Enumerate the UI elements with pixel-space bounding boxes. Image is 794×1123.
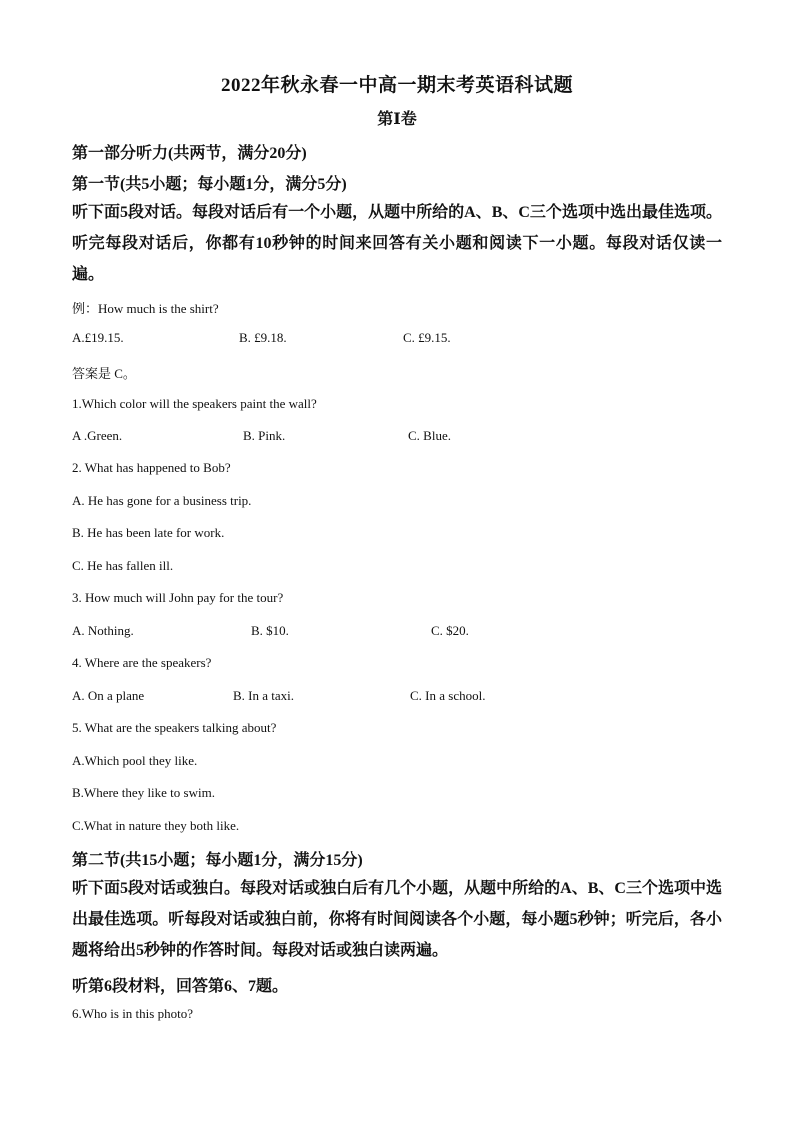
q5-option-a: A.Which pool they like. [72, 753, 198, 768]
example-option-a: A.£19.15. [72, 330, 124, 345]
q1-option-a: A .Green. [72, 428, 123, 443]
question-4: 4. Where are the speakers? [72, 655, 212, 670]
material-6-heading: 听第6段材料，回答第6、7题。 [72, 978, 289, 995]
q5-option-c: C.What in nature they both like. [72, 818, 240, 833]
q2-option-c: C. He has fallen ill. [72, 558, 174, 573]
q4-option-c: C. In a school. [410, 688, 486, 703]
example-option-c: C. £9.15. [403, 330, 451, 345]
exam-title: 2022年秋永春一中高一期末考英语科试题 [220, 75, 573, 96]
q1-option-c: C. Blue. [408, 428, 451, 443]
q1-option-b: B. Pink. [243, 428, 286, 443]
question-6: 6.Who is in this photo? [72, 1006, 193, 1021]
question-5: 5. What are the speakers talking about? [72, 720, 277, 735]
section1-instructions: 听下面5段对话。每段对话后有一个小题，从题中所给的A、B、C三个选项中选出最佳选项。听完每段对话后，你都有10秒钟的时间来回答有关小题和阅读下一小题。每段对话仅读一遍。 [72, 204, 722, 283]
section2-instructions: 听下面5段对话或独白。每段对话或独白后有几个小题，从题中所给的A、B、C三个选项中选出最佳选项。听每段对话或独白前，你将有时间阅读各个小题，每小题5秒钟；听完后，各小题将给出5秒钟的作答时间。每段对话或独白读两遍。 [72, 880, 722, 959]
q4-option-a: A. On a plane [72, 688, 145, 703]
q3-option-b: B. $10. [251, 623, 289, 638]
q2-option-b: B. He has been late for work. [72, 525, 225, 540]
q3-option-c: C. $20. [431, 623, 469, 638]
q3-option-a: A. Nothing. [72, 623, 134, 638]
question-3: 3. How much will John pay for the tour? [72, 590, 284, 605]
example-option-b: B. £9.18. [239, 330, 287, 345]
part1-heading: 第一部分听力(共两节，满分20分) [72, 145, 307, 162]
section1-heading: 第一节(共5小题；每小题1分，满分5分) [72, 176, 347, 193]
example-answer: 答案是 C。 [72, 366, 136, 381]
q5-option-b: B.Where they like to swim. [72, 785, 215, 800]
example-question: 例：How much is the shirt? [72, 301, 219, 316]
q2-option-a: A. He has gone for a business trip. [72, 493, 252, 508]
question-2: 2. What has happened to Bob? [72, 460, 231, 475]
q4-option-b: B. In a taxi. [233, 688, 295, 703]
question-1: 1.Which color will the speakers paint the wall? [72, 396, 317, 411]
volume-label: 第Ⅰ卷 [377, 111, 417, 128]
section2-heading: 第二节(共15小题；每小题1分，满分15分) [72, 852, 363, 869]
